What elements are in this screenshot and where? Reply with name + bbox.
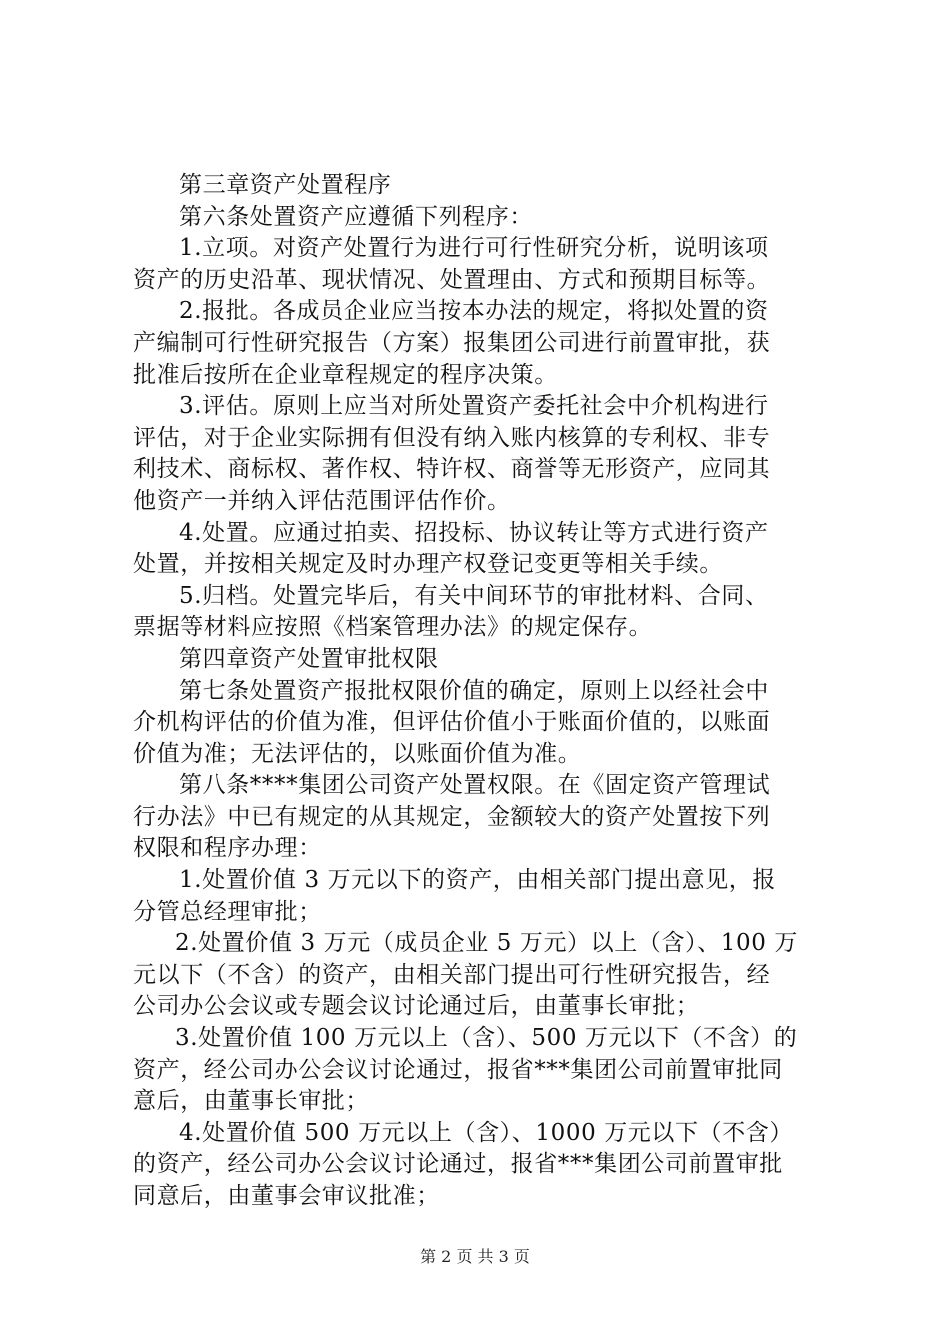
text-line: 评估，对于企业实际拥有但没有纳入账内核算的专利权、非专 [133, 424, 771, 451]
text-line: 价值为准；无法评估的，以账面价值为准。 [133, 740, 582, 767]
page-footer: 第 2 页 共 3 页 [420, 1247, 530, 1266]
text-line: 的资产，经公司办公会议讨论通过，报省***集团公司前置审批 [133, 1151, 783, 1178]
text-line: 2.处置价值 3 万元（成员企业 5 万元）以上（含）、100 万 [175, 930, 798, 957]
text-line: 5.归档。处置完毕后，有关中间环节的审批材料、合同、 [179, 582, 769, 609]
text-line: 2.报批。各成员企业应当按本办法的规定，将拟处置的资 [179, 298, 769, 325]
text-line: 第八条****集团公司资产处置权限。在《固定资产管理试 [179, 772, 771, 799]
text-line: 资产，经公司办公会议讨论通过，报省***集团公司前置审批同 [133, 1056, 783, 1083]
text-line: 同意后，由董事会审议批准； [133, 1183, 440, 1209]
text-line: 第四章资产处置审批权限 [179, 645, 439, 672]
document-body [133, 170, 833, 1213]
text-line: 元以下（不含）的资产，由相关部门提出可行性研究报告，经 [133, 961, 771, 988]
text-line: 资产的历史沿革、现状情况、处置理由、方式和预期目标等。 [133, 266, 771, 293]
text-line: 权限和程序办理： [133, 835, 322, 862]
text-line: 票据等材料应按照《档案管理办法》的规定保存。 [133, 614, 653, 641]
text-line: 批准后按所在企业章程规定的程序决策。 [133, 361, 558, 388]
text-line: 3.处置价值 100 万元以上（含）、500 万元以下（不含）的 [175, 1025, 798, 1052]
text-line: 第六条处置资产应遵循下列程序： [179, 203, 533, 230]
text-line: 分管总经理审批； [133, 898, 322, 925]
text-line: 第三章资产处置程序 [179, 172, 392, 198]
text-line: 他资产一并纳入评估范围评估作价。 [133, 487, 511, 514]
text-line: 产编制可行性研究报告（方案）报集团公司进行前置审批，获 [133, 329, 771, 356]
text-line: 1.立项。对资产处置行为进行可行性研究分析，说明该项 [179, 235, 769, 262]
text-line: 公司办公会议或专题会议讨论通过后，由董事长审批； [133, 993, 700, 1020]
text-line: 行办法》中已有规定的从其规定，金额较大的资产处置按下列 [133, 803, 771, 830]
text-line: 3.评估。原则上应当对所处置资产委托社会中介机构进行 [179, 393, 769, 420]
text-line: 介机构评估的价值为准，但评估价值小于账面价值的，以账面 [133, 709, 771, 736]
text-line: 4.处置。应通过拍卖、招投标、协议转让等方式进行资产 [179, 519, 769, 546]
text-line: 处置，并按相关规定及时办理产权登记变更等相关手续。 [133, 551, 723, 578]
text-line: 第七条处置资产报批权限价值的确定，原则上以经社会中 [179, 677, 769, 704]
text-line: 意后，由董事长审批； [133, 1088, 369, 1115]
text-line: 利技术、商标权、著作权、特许权、商誉等无形资产，应同其 [133, 456, 771, 483]
text-line: 1.处置价值 3 万元以下的资产，由相关部门提出意见，报 [179, 867, 776, 894]
text-line: 4.处置价值 500 万元以上（含）、1000 万元以下（不含） [179, 1119, 794, 1146]
